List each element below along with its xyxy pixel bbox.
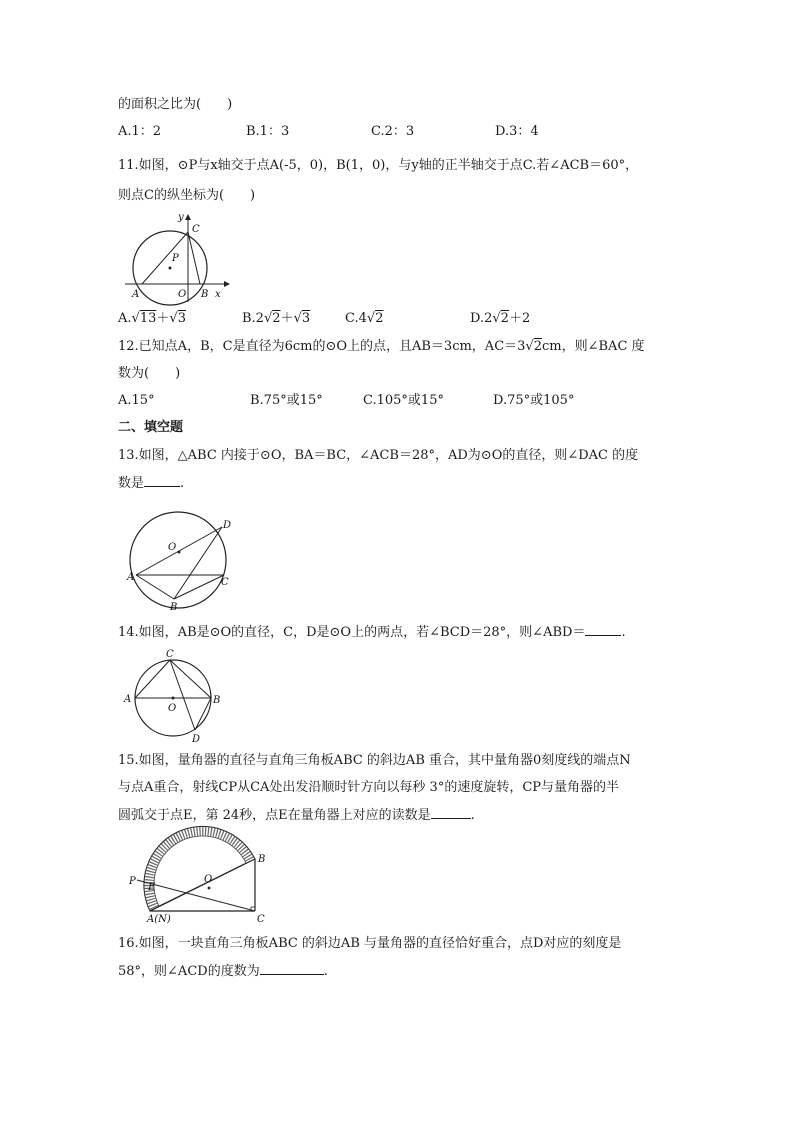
q11-option-d-suffix: ＋2 xyxy=(508,311,531,326)
q14-label-c: C xyxy=(166,649,174,660)
q14-label-d: D xyxy=(192,734,201,745)
q15-stem-line1: 15.如图，量角器的直径与直角三角板ABC 的斜边AB 重合，其中量角器0刻度线的端点N xyxy=(118,753,631,768)
q12-stem-line2: 数为( ) xyxy=(118,366,181,381)
q15-stem-line3-text: 圆弧交于点E，第 24秒，点E在量角器上对应的读数是 xyxy=(118,808,431,823)
q11-option-b: B.2√2＋√3 xyxy=(242,311,311,326)
q16-stem-line2-text: 58°，则∠ACD的度数为 xyxy=(118,964,260,979)
q10-option-b: B.1：3 xyxy=(246,124,290,139)
q13-label-o: O xyxy=(168,542,177,553)
q13-label-d: D xyxy=(223,520,232,531)
q10-stem-continuation: 的面积之比为( ) xyxy=(118,97,233,112)
q11-option-b-root2: 3 xyxy=(301,311,311,326)
q11-segment-ac xyxy=(142,232,188,284)
q13-center-dot xyxy=(178,551,181,554)
q16-stem-line2-end: . xyxy=(323,964,328,979)
q13-stem-line2-end: . xyxy=(180,476,185,491)
q13-segment-bd xyxy=(174,527,222,599)
q12-option-a: A.15° xyxy=(118,393,155,408)
q15-stem-line2: 与点A重合，射线CP从CA处出发沿顺时针方向以每秒 3°的速度旋转，CP与量角器的半 xyxy=(118,780,620,795)
q14-stem-line1-end: . xyxy=(621,625,626,640)
q12-stem-line1: 12.已知点A，B，C是直径为6cm的⊙O上的点，且AB＝3cm，AC＝3√2cm，则∠BAC 度 xyxy=(118,339,645,354)
q11-center-dot xyxy=(169,267,172,270)
q11-stem-line1: 11.如图，⊙P与x轴交于点A(-5，0)，B(1，0)，与y轴的正半轴交于点C.若∠ACB＝60°， xyxy=(118,158,639,173)
q13-answer-blank xyxy=(144,474,180,487)
section-title-fill-in: 二、填空题 xyxy=(118,420,184,435)
q11-option-a-root1: 13 xyxy=(139,311,157,326)
q11-label-o: O xyxy=(178,289,187,300)
q11-option-b-prefix: B.2 xyxy=(242,311,264,326)
q11-option-d-root: 2 xyxy=(500,311,509,326)
q14-answer-blank xyxy=(585,623,621,636)
q14-segment-cd xyxy=(170,660,195,730)
q15-label-an: A(N) xyxy=(147,914,171,925)
q14-label-o: O xyxy=(168,703,177,714)
q15-label-e: E xyxy=(148,882,156,893)
q10-option-d: D.3：4 xyxy=(495,124,539,139)
q13-stem-line2-text: 数是 xyxy=(118,476,145,491)
q13-label-a: A xyxy=(127,572,135,583)
q11-label-x: x xyxy=(215,289,221,300)
q15-stem-line3-end: . xyxy=(470,808,475,823)
q11-label-a: A xyxy=(132,289,140,300)
q12-stem-root: 2 xyxy=(533,339,542,354)
q12-stem-line1-pre: 12.已知点A，B，C是直径为6cm的⊙O上的点，且AB＝3cm，AC＝3 xyxy=(118,339,526,354)
q11-option-c-root: 2 xyxy=(375,311,384,326)
q14-figure xyxy=(122,645,228,745)
q15-label-c: C xyxy=(257,914,265,925)
q16-stem-line2 xyxy=(118,962,328,981)
q15-answer-blank xyxy=(431,806,471,819)
q14-stem-line1-text: 14.如图，AB是⊙O的直径，C，D是⊙O上的两点，若∠BCD＝28°，则∠ABD＝ xyxy=(118,625,586,640)
q12-option-b: B.75°或15° xyxy=(250,393,323,408)
q10-option-c: C.2：3 xyxy=(371,124,415,139)
q15-label-o: O xyxy=(204,874,213,885)
q16-stem-line1: 16.如图，一块直角三角板ABC 的斜边AB 与量角器的直径恰好重合，点D对应的刻度是 xyxy=(118,936,622,951)
q11-option-c-prefix: C.4 xyxy=(345,311,367,326)
q11-x-arrow xyxy=(224,281,230,287)
q11-y-arrow xyxy=(185,214,191,220)
q11-figure xyxy=(120,210,230,305)
q13-stem-line1: 13.如图，△ABC 内接于⊙O，BA＝BC，∠ACB＝28°，AD为⊙O的直径，则∠DAC 的度 xyxy=(118,448,639,463)
q14-stem-line1 xyxy=(118,623,626,642)
q16-answer-blank xyxy=(260,962,324,975)
q13-figure xyxy=(122,505,234,615)
q11-label-y: y xyxy=(178,212,184,223)
q14-center-dot xyxy=(172,697,175,700)
q10-option-a: A.1：2 xyxy=(118,124,162,139)
q13-stem-line2 xyxy=(118,474,184,493)
q13-label-c: C xyxy=(221,577,229,588)
q12-option-c: C.105°或15° xyxy=(363,393,444,408)
q11-option-d-prefix: D.2 xyxy=(470,311,493,326)
q11-option-b-plus: ＋ xyxy=(280,311,294,326)
q11-label-c: C xyxy=(192,224,200,235)
q12-option-d: D.75°或105° xyxy=(493,393,575,408)
q14-label-a: A xyxy=(124,694,132,705)
q14-label-b: B xyxy=(213,695,221,706)
q13-label-b: B xyxy=(170,602,178,613)
q11-option-c: C.4√2 xyxy=(345,311,384,326)
q11-option-a-plus: ＋ xyxy=(156,311,170,326)
q15-center-dot xyxy=(208,887,211,890)
q15-protractor-figure xyxy=(125,836,265,926)
q14-segment-cb xyxy=(170,660,211,698)
q11-option-d: D.2√2＋2 xyxy=(470,311,531,326)
q15-label-p: P xyxy=(129,876,136,887)
q11-option-a-root2: 3 xyxy=(177,311,186,326)
q15-label-b: B xyxy=(258,854,266,865)
q13-segment-ab xyxy=(136,575,174,599)
q14-segment-bd xyxy=(195,698,211,730)
q11-label-p: P xyxy=(172,253,179,264)
q11-option-a-prefix: A. xyxy=(118,311,132,326)
q11-label-b: B xyxy=(201,289,209,300)
q15-stem-line3 xyxy=(118,806,475,825)
q11-stem-line2: 则点C的纵坐标为( ) xyxy=(118,188,256,203)
q12-stem-line1-post: cm，则∠BAC 度 xyxy=(542,339,645,354)
q11-option-a: A.√13＋√3 xyxy=(118,311,186,326)
q11-option-b-root1: 2 xyxy=(272,311,281,326)
